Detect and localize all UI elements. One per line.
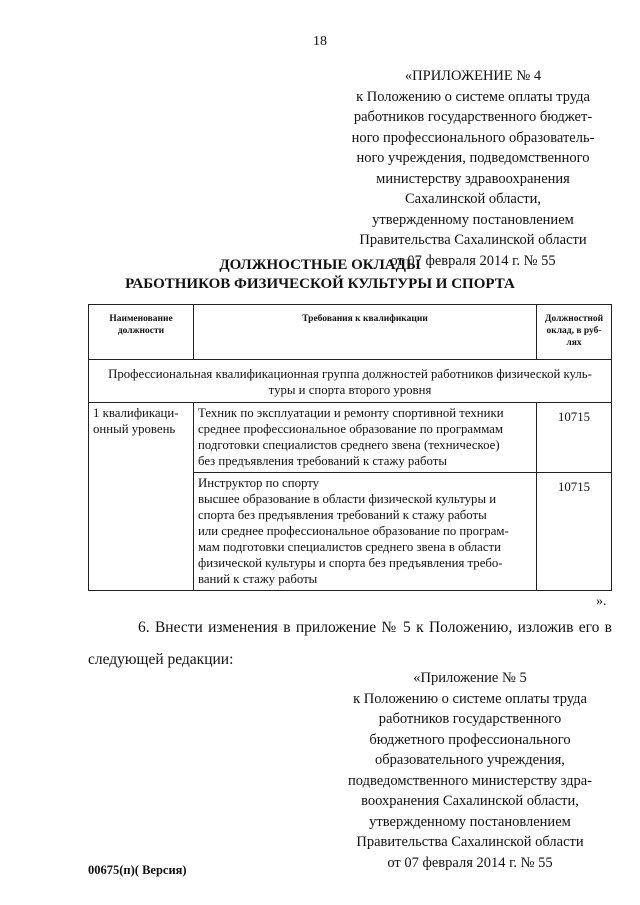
requirement-line: подготовки специалистов среднего звена (техническое) xyxy=(198,438,500,452)
requirement-line: спорта без предъявления требований к стажу работы xyxy=(198,508,487,522)
appendix-5-line: от 07 февраля 2014 г. № 55 xyxy=(387,854,553,871)
appendix-5-line: Правительства Сахалинской области xyxy=(356,834,584,850)
page-number: 18 xyxy=(313,34,327,49)
header-position: Наименование должности xyxy=(89,305,194,360)
appendix-4-line: ного профессионального образователь- xyxy=(351,129,595,146)
appendix-4-line: ного учреждения, подведомственного xyxy=(356,150,590,166)
appendix-5-line: образовательного учреждения, xyxy=(375,752,565,768)
appendix-5-line: подведомственного министерству здра- xyxy=(348,772,592,789)
appendix-4-header xyxy=(328,66,618,271)
document-title-line-2: РАБОТНИКОВ ФИЗИЧЕСКОЙ КУЛЬТУРЫ И СПОРТА xyxy=(125,276,515,292)
appendix-4-line: работников государственного бюджет- xyxy=(353,109,593,125)
appendix-5-line: «Приложение № 5 xyxy=(413,670,527,686)
appendix-4-line: министерству здравоохранения xyxy=(376,170,570,187)
appendix-4-line: утвержденному постановлением xyxy=(372,211,574,228)
requirement-line: без предъявления требований к стажу работы xyxy=(198,454,447,468)
requirement-line: или среднее профессиональное образование по програм- xyxy=(198,524,509,538)
appendix-5-header xyxy=(320,668,620,873)
appendix-5-line: к Положению о системе оплаты труда xyxy=(353,690,587,707)
closing-quote: ». xyxy=(596,594,607,609)
amendment-paragraph xyxy=(88,612,612,676)
requirements-cell xyxy=(194,473,537,591)
requirement-line: физической культуры и спорта без предъявления требо- xyxy=(198,556,503,570)
requirement-line: среднее профессиональное образование по программам xyxy=(198,422,503,436)
appendix-4-line: от 07 февраля 2014 г. № 55 xyxy=(390,252,556,269)
salary-table xyxy=(88,304,612,591)
appendix-5-line: утвержденному постановлением xyxy=(369,813,571,830)
document-footer-code: 00675(п)( Версия) xyxy=(88,863,187,877)
salary-value: 10715 xyxy=(537,403,612,473)
appendix-5-line: бюджетного профессионального xyxy=(369,731,571,748)
requirement-line: Техник по эксплуатации и ремонту спортивной техники xyxy=(198,406,504,420)
appendix-5-line: работников государственного xyxy=(378,711,562,727)
requirement-line: высшее образование в области физической культуры и xyxy=(198,492,497,506)
amendment-paragraph-line-2: следующей редакции: xyxy=(88,651,234,668)
qualification-level: 1 квалификаци-онный уровень xyxy=(89,403,194,591)
table-group-row xyxy=(89,360,612,403)
amendment-paragraph-line-1: 6. Внести изменения в приложение № 5 к Положению, изложив его в xyxy=(138,619,612,636)
document-title xyxy=(0,256,640,294)
requirement-line: ваний к стажу работы xyxy=(198,572,318,586)
requirement-line: мам подготовки специалистов среднего звена в области xyxy=(198,540,501,554)
requirements-cell xyxy=(194,403,537,473)
appendix-4-line: к Положению о системе оплаты труда xyxy=(356,88,590,105)
appendix-4-line: Правительства Сахалинской области xyxy=(359,232,587,248)
appendix-4-line: Сахалинской области, xyxy=(405,191,541,207)
appendix-4-line: «ПРИЛОЖЕНИЕ № 4 xyxy=(404,68,542,84)
salary-value: 10715 xyxy=(537,473,612,591)
requirement-line: Инструктор по спорту xyxy=(198,476,320,490)
table-row xyxy=(89,403,612,473)
header-requirements: Требования к квалификации xyxy=(194,305,537,360)
qualification-group-title: Профессиональная квалификационная группа должностей работников физической куль-туры и спорта второго уровня xyxy=(89,360,612,403)
table-header-row xyxy=(89,305,612,360)
header-salary: Должностной оклад, в руб-лях xyxy=(537,305,612,360)
appendix-5-line: воохранения Сахалинской области, xyxy=(361,793,579,809)
document-title-line-1: ДОЛЖНОСТНЫЕ ОКЛАДЫ xyxy=(219,257,421,273)
